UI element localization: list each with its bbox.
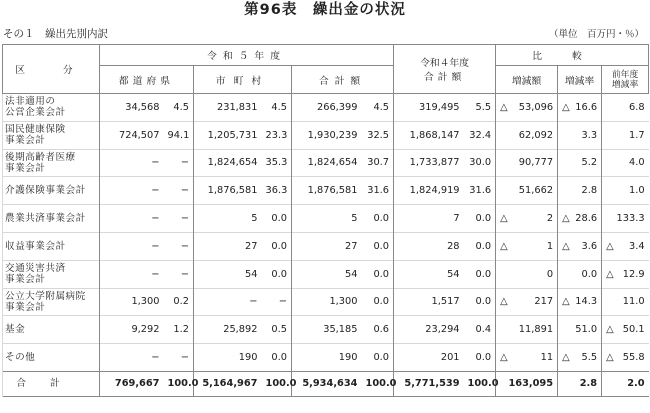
total-pct-cell: 32.5 xyxy=(362,121,394,149)
diff-amount xyxy=(496,344,558,372)
r4-pct: 32.4 xyxy=(464,121,496,149)
diff-amount-value: 90,777 xyxy=(518,157,554,169)
total-amount-cell: 54 xyxy=(292,260,362,288)
row-label-line: 事業会計 xyxy=(5,135,46,147)
municipal-amount: 190 xyxy=(194,344,262,372)
r4-pct: 0.0 xyxy=(464,232,496,260)
delta-mark: △ xyxy=(562,240,570,252)
diff-amount-value: 51,662 xyxy=(518,185,554,197)
prev-rate-value: 1.7 xyxy=(628,129,645,141)
row-label xyxy=(3,316,100,344)
diff-amount xyxy=(496,205,558,233)
row-label-line: 基金 xyxy=(5,324,26,336)
prefecture-pct: − xyxy=(164,260,194,288)
r4-amount: 1,517 xyxy=(394,288,464,316)
diff-amount-value: 1 xyxy=(546,240,554,252)
table-row xyxy=(3,288,649,316)
diff-rate-value: 2.8 xyxy=(581,185,598,197)
diff-rate-value: 14.3 xyxy=(575,296,598,308)
prefecture-amount: 34,568 xyxy=(100,94,164,122)
municipal-pct: 0.5 xyxy=(262,316,292,344)
prefecture-amount: − xyxy=(100,260,164,288)
header-r5: 令和５年度 xyxy=(100,45,394,66)
table-subtitle: その１ 繰出先別内訳 xyxy=(3,28,108,40)
diff-amount xyxy=(496,149,558,177)
r4-pct: 0.0 xyxy=(464,344,496,372)
municipal-amount: 5 xyxy=(194,205,262,233)
table-row xyxy=(3,205,649,233)
total-r4: 5,771,539 xyxy=(394,371,464,396)
total-pct-cell: 0.0 xyxy=(362,205,394,233)
r4-amount: 28 xyxy=(394,232,464,260)
prev-rate xyxy=(602,205,649,233)
diff-amount xyxy=(496,288,558,316)
prev-rate xyxy=(602,232,649,260)
total-pct-cell: 0.0 xyxy=(362,344,394,372)
table-row xyxy=(3,232,649,260)
prev-rate xyxy=(602,260,649,288)
row-label xyxy=(3,121,100,149)
prefecture-amount: − xyxy=(100,344,164,372)
total-pct-cell: 31.6 xyxy=(362,177,394,205)
header-r4-line2: 合計額 xyxy=(423,72,466,83)
total-amount-cell: 35,185 xyxy=(292,316,362,344)
header-diff: 増減額 xyxy=(496,66,558,94)
delta-mark: △ xyxy=(606,352,614,364)
r4-pct: 0.4 xyxy=(464,316,496,344)
prev-rate-value: 4.0 xyxy=(628,157,645,169)
r4-pct: 0.0 xyxy=(464,260,496,288)
r4-amount: 1,868,147 xyxy=(394,121,464,149)
total-amount-cell: 266,399 xyxy=(292,94,362,122)
delta-mark: △ xyxy=(562,101,570,113)
header-prev-rate xyxy=(602,66,649,94)
row-label-line: 法非適用の xyxy=(5,96,56,108)
table-row xyxy=(3,316,649,344)
diff-amount xyxy=(496,260,558,288)
row-label-line: 事業会計 xyxy=(5,274,46,286)
row-label xyxy=(3,177,100,205)
table-row xyxy=(3,149,649,177)
row-label xyxy=(3,149,100,177)
row-label xyxy=(3,344,100,372)
municipal-pct: 23.3 xyxy=(262,121,292,149)
total-amount-cell: 1,824,654 xyxy=(292,149,362,177)
header-r4-line1: 令和４年度 xyxy=(420,58,470,69)
total-amount-cell: 1,930,239 xyxy=(292,121,362,149)
diff-rate xyxy=(558,177,602,205)
prefecture-amount: − xyxy=(100,205,164,233)
municipal-amount: − xyxy=(194,288,262,316)
row-label-line: 事業会計 xyxy=(5,301,46,313)
prefecture-amount: 724,507 xyxy=(100,121,164,149)
header-r4 xyxy=(394,45,496,94)
total-prefecture-pct: 100.0 xyxy=(164,371,194,396)
table-row xyxy=(3,177,649,205)
r4-amount: 23,294 xyxy=(394,316,464,344)
delta-mark: △ xyxy=(500,240,508,252)
delta-mark: △ xyxy=(606,240,614,252)
diff-rate-value: 5.2 xyxy=(581,157,598,169)
diff-amount-value: 2 xyxy=(546,213,554,225)
delta-mark: △ xyxy=(500,352,508,364)
total-rate: 2.8 xyxy=(558,371,602,396)
diff-amount-value: 11,891 xyxy=(518,324,554,336)
row-label-line: 収益事業会計 xyxy=(5,240,66,252)
r4-pct: 0.0 xyxy=(464,205,496,233)
municipal-pct: 4.5 xyxy=(271,101,287,113)
diff-amount-value: 217 xyxy=(534,296,554,308)
table-row xyxy=(3,94,649,122)
expenditure-table xyxy=(2,44,649,397)
diff-rate-value: 5.5 xyxy=(581,352,598,364)
delta-mark: △ xyxy=(562,352,570,364)
row-label-line: 公立大学附属病院 xyxy=(5,290,86,302)
diff-amount xyxy=(496,316,558,344)
row-label xyxy=(3,94,100,122)
total-amount-cell: 5 xyxy=(292,205,362,233)
row-label-line: その他 xyxy=(5,352,36,364)
r4-pct: 31.6 xyxy=(464,177,496,205)
total-pct-cell: 0.0 xyxy=(362,260,394,288)
diff-amount-value: 53,096 xyxy=(518,101,554,113)
prev-rate-value: 11.0 xyxy=(622,296,645,308)
header-category: 区 分 xyxy=(3,45,100,94)
municipal-pct: 0.0 xyxy=(262,232,292,260)
diff-rate xyxy=(558,121,602,149)
page-title: 第96表 繰出金の状況 xyxy=(244,2,406,18)
delta-mark: △ xyxy=(500,101,508,113)
table-row xyxy=(3,260,649,288)
prefecture-pct: − xyxy=(164,205,194,233)
diff-rate-value: 16.6 xyxy=(575,101,598,113)
header-prev-rate-line1: 前年度 xyxy=(611,69,639,80)
total-municipal-pct: 100.0 xyxy=(262,371,292,396)
row-label xyxy=(3,205,100,233)
municipal-amount: 1,876,581 xyxy=(194,177,262,205)
prefecture-pct: − xyxy=(164,149,194,177)
r4-amount: 7 xyxy=(394,205,464,233)
unit-note: （単位 百万円・％） xyxy=(548,29,644,40)
row-label-line: 介護保険事業会計 xyxy=(5,185,86,197)
prev-rate-value: 12.9 xyxy=(622,268,645,280)
table-row xyxy=(3,344,649,372)
prefecture-pct: − xyxy=(164,232,194,260)
r4-pct: 0.0 xyxy=(464,288,496,316)
prev-rate xyxy=(602,344,649,372)
prev-rate xyxy=(602,121,649,149)
total-amount-cell: 1,300 xyxy=(292,288,362,316)
total-pct-cell: 0.0 xyxy=(362,288,394,316)
row-label-line: 事業会計 xyxy=(5,162,46,174)
r4-pct: 30.0 xyxy=(464,149,496,177)
total-pct-cell: 0.6 xyxy=(362,316,394,344)
prefecture-amount: 9,292 xyxy=(100,316,164,344)
prev-rate-value: 50.1 xyxy=(622,324,645,336)
diff-rate xyxy=(558,232,602,260)
municipal-pct: − xyxy=(262,288,292,316)
prev-rate-value: 55.8 xyxy=(622,352,645,364)
row-label xyxy=(3,260,100,288)
total-diff: 163,095 xyxy=(496,371,558,396)
total-amount-pct: 100.0 xyxy=(362,371,394,396)
diff-amount xyxy=(496,94,558,122)
diff-rate-value: 3.6 xyxy=(581,240,598,252)
municipal-amount: 1,205,731 xyxy=(194,121,262,149)
r4-amount: 201 xyxy=(394,344,464,372)
municipal-amount: 25,892 xyxy=(194,316,262,344)
prefecture-pct: 4.5 xyxy=(173,101,189,113)
municipal-amount: 27 xyxy=(194,232,262,260)
prev-rate xyxy=(602,288,649,316)
row-label-line: 国民健康保険 xyxy=(5,124,66,136)
prev-rate xyxy=(602,94,649,122)
total-amount-cell: 190 xyxy=(292,344,362,372)
prev-rate xyxy=(602,177,649,205)
prefecture-amount: − xyxy=(100,232,164,260)
municipal-pct: 0.0 xyxy=(262,205,292,233)
municipal-amount: 54 xyxy=(194,260,262,288)
diff-rate xyxy=(558,288,602,316)
delta-mark: △ xyxy=(562,296,570,308)
municipal-amount: 231,831 xyxy=(194,94,262,122)
prev-rate-value: 6.8 xyxy=(628,101,645,113)
r4-amount: 54 xyxy=(394,260,464,288)
diff-rate-value: 0.0 xyxy=(581,268,598,280)
diff-amount xyxy=(496,177,558,205)
total-r4-pct: 100.0 xyxy=(464,371,496,396)
prefecture-amount: − xyxy=(100,149,164,177)
prefecture-pct: − xyxy=(164,177,194,205)
header-prev-rate-line2: 増減率 xyxy=(611,79,639,90)
diff-rate xyxy=(558,94,602,122)
row-label-line: 後期高齢者医療 xyxy=(5,151,76,163)
prev-rate xyxy=(602,316,649,344)
total-amount-cell: 1,876,581 xyxy=(292,177,362,205)
r4-amount: 1,733,877 xyxy=(394,149,464,177)
diff-amount-value: 11 xyxy=(540,352,554,364)
municipal-pct: 0.0 xyxy=(262,344,292,372)
municipal-pct: 0.0 xyxy=(262,260,292,288)
delta-mark: △ xyxy=(500,296,508,308)
row-label-line: 農業共済事業会計 xyxy=(5,213,86,225)
delta-mark: △ xyxy=(606,324,614,336)
diff-amount-value: 62,092 xyxy=(518,129,554,141)
prefecture-pct: 1.2 xyxy=(164,316,194,344)
diff-amount xyxy=(496,121,558,149)
header-total-amount: 合計額 xyxy=(292,66,394,94)
row-label-line: 公営企業会計 xyxy=(5,107,66,119)
prev-rate-value: 3.4 xyxy=(628,240,645,252)
total-municipal: 5,164,967 xyxy=(194,371,262,396)
total-prev-rate: 2.0 xyxy=(602,371,649,396)
diff-rate xyxy=(558,205,602,233)
diff-rate xyxy=(558,260,602,288)
prefecture-pct: − xyxy=(164,344,194,372)
prefecture-pct: 94.1 xyxy=(164,121,194,149)
municipal-pct: 36.3 xyxy=(262,177,292,205)
municipal-pct: 35.3 xyxy=(262,149,292,177)
total-row xyxy=(3,371,649,396)
total-amount-cell: 27 xyxy=(292,232,362,260)
total-pct-cell: 30.7 xyxy=(362,149,394,177)
prev-rate xyxy=(602,149,649,177)
delta-mark: △ xyxy=(606,268,614,280)
prefecture-amount: − xyxy=(100,177,164,205)
header-municipal: 市町村 xyxy=(194,66,292,94)
diff-rate-value: 28.6 xyxy=(575,213,598,225)
total-pct-cell: 0.0 xyxy=(362,232,394,260)
total-amount: 5,934,634 xyxy=(292,371,362,396)
total-prefecture: 769,667 xyxy=(100,371,164,396)
r4-pct: 5.5 xyxy=(475,101,492,113)
row-label xyxy=(3,288,100,316)
header-prefecture: 都道府県 xyxy=(100,66,194,94)
diff-amount-value: 0 xyxy=(546,268,554,280)
delta-mark: △ xyxy=(562,213,570,225)
diff-rate xyxy=(558,316,602,344)
diff-rate-value: 51.0 xyxy=(575,324,598,336)
r4-amount: 319,495 xyxy=(394,94,464,122)
diff-rate-value: 3.3 xyxy=(581,129,598,141)
total-label: 合計 xyxy=(3,371,100,396)
header-rate: 増減率 xyxy=(558,66,602,94)
r4-amount: 1,824,919 xyxy=(394,177,464,205)
prev-rate-value: 1.0 xyxy=(628,185,645,197)
header-compare: 比較 xyxy=(496,45,649,66)
municipal-amount: 1,824,654 xyxy=(194,149,262,177)
diff-amount xyxy=(496,232,558,260)
row-label-line: 交通災害共済 xyxy=(5,263,66,275)
prev-rate-value: 133.3 xyxy=(616,213,645,225)
prefecture-pct: 0.2 xyxy=(164,288,194,316)
diff-rate xyxy=(558,149,602,177)
table-row xyxy=(3,121,649,149)
row-label xyxy=(3,232,100,260)
diff-rate xyxy=(558,344,602,372)
delta-mark: △ xyxy=(500,213,508,225)
total-pct-cell: 4.5 xyxy=(373,101,390,113)
prefecture-amount: 1,300 xyxy=(100,288,164,316)
